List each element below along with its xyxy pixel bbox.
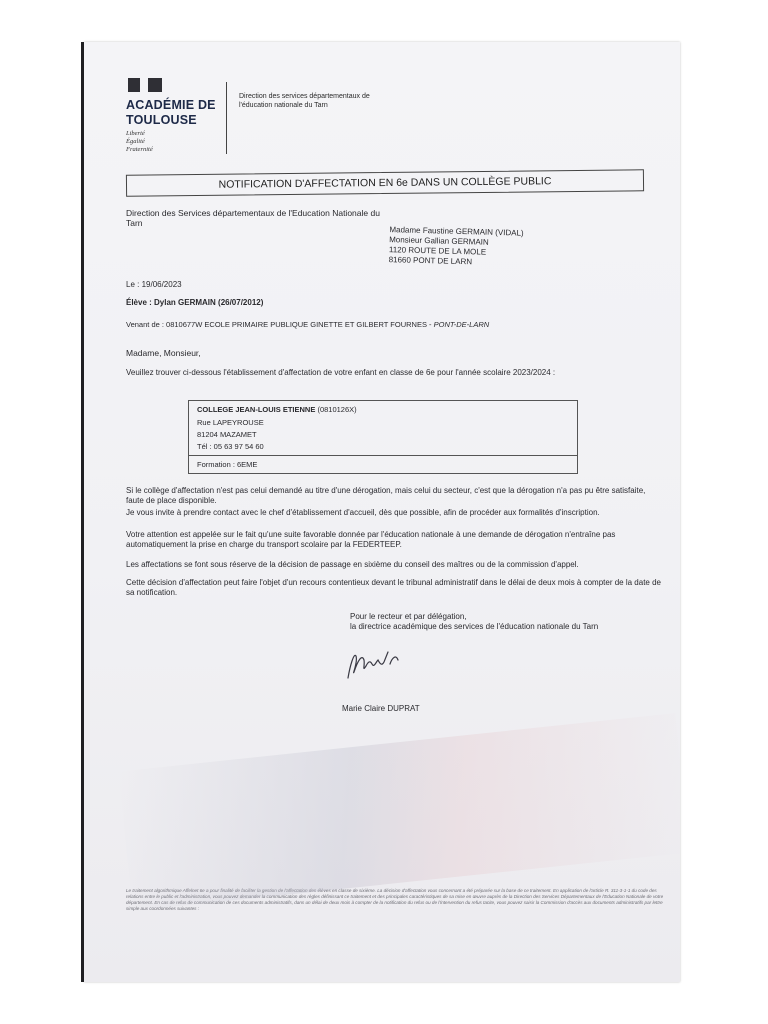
institution-name — [126, 98, 236, 128]
letter-date: Le : 19/06/2023 — [126, 280, 182, 289]
republic-motto — [126, 130, 153, 154]
college-code: (0810126X) — [317, 405, 357, 414]
institution-label: ACADÉMIE DE TOULOUSE — [126, 98, 216, 127]
addressee-line: Monsieur Gallian GERMAIN — [389, 235, 489, 247]
motto-fraternite: Fraternité — [126, 146, 153, 153]
college-name: COLLEGE JEAN-LOUIS ETIENNE — [197, 405, 316, 414]
signer-name: Marie Claire DUPRAT — [342, 704, 420, 713]
handwritten-signature — [340, 642, 420, 682]
letter-page — [84, 42, 680, 982]
salutation: Madame, Monsieur, — [126, 348, 201, 358]
college-city: 81204 MAZAMET — [197, 430, 257, 439]
marianne-logo-icon — [128, 78, 168, 92]
signature-lead-line: Pour le recteur et par délégation, — [350, 612, 467, 621]
college-phone: Tél : 05 63 97 54 60 — [197, 442, 264, 451]
addressee-line: Madame Faustine GERMAIN (VIDAL) — [389, 225, 524, 238]
signature-lead-line: la directrice académique des services de l'éducation nationale du Tarn — [350, 622, 599, 631]
college-name-row — [197, 405, 357, 414]
origin-school-label: Venant de : 0810677W ECOLE PRIMAIRE PUBLIQUE GINETTE ET GILBERT FOURNES - — [126, 320, 434, 329]
college-box-divider — [189, 455, 577, 456]
addressee-line: 81660 PONT DE LARN — [388, 255, 473, 267]
college-street: Rue LAPEYROUSE — [197, 418, 264, 427]
motto-liberte: Liberté — [126, 130, 145, 137]
appeal-paragraph: Cette décision d'affectation peut faire l'objet d'un recours contentieux devant le tribunal administratif dans le délai de deux mois à compter de la date de sa notification. — [126, 578, 661, 597]
addressee-block — [389, 225, 610, 271]
derogation-paragraph: Si le collège d'affectation n'est pas celui demandé au titre d'une dérogation, mais celui du secteur, c'est que la dérogation n'a pas pu être satisfaite, faute de place disponible. — [126, 486, 646, 505]
intro-text: Veuillez trouver ci-dessous l'établissement d'affectation de votre enfant en classe de 6e pour l'année scolaire 2023/2024 : — [126, 368, 556, 377]
origin-school — [126, 320, 666, 329]
contact-paragraph: Je vous invite à prendre contact avec le chef d'établissement d'accueil, dès que possible, afin de procéder aux formalités d'inscription. — [126, 508, 600, 517]
college-details-box — [188, 400, 578, 474]
transport-paragraph: Votre attention est appelée sur le fait qu'une suite favorable donnée par l'éducation nationale à une demande de dérogation n'entraîne pas automatiquement la prise en charge du transport scolaire par la FEDERTEEP. — [126, 530, 616, 549]
student-name: Élève : Dylan GERMAIN (26/07/2012) — [126, 298, 264, 307]
sender-service: Direction des Services départementaux de l'Education Nationale du Tarn — [126, 208, 380, 228]
direction-label: Direction des services départementaux de l'éducation nationale du Tarn — [239, 93, 370, 109]
header-divider — [226, 82, 227, 154]
motto-egalite: Égalité — [126, 138, 145, 145]
origin-place: PONT-DE-LARN — [433, 320, 490, 329]
college-formation: Formation : 6EME — [197, 460, 258, 469]
notification-title: NOTIFICATION D'AFFECTATION EN 6e DANS UN COLLÈGE PUBLIC — [126, 169, 644, 196]
signature-lead — [350, 612, 670, 632]
addressee-line: 1120 ROUTE DE LA MOLE — [388, 245, 487, 257]
reservation-paragraph: Les affectations se font sous réserve de la décision de passage en sixième du conseil des maîtres ou de la commission d'appel. — [126, 560, 579, 569]
legal-footer: Le traitement algorithmique Affelnet 6e a pour finalité de faciliter la gestion de l'affectation des élèves en classe de sixième. La décision d'affectation vous concernant a été préparée sur la base de ce traitement. En application de l'article R. 311-3-1-1 du code des relations entre le public et l'administration, vous pouvez demander la communication des règles définissant ce traitement et des principales caractéristiques de sa mise en œuvre auprès de la Direction des Services Départementaux de l'Education Nationale de votre département. En cas de refus de communication de ces documents administratifs, dans un délai de deux mois à compter de la notification du refus ou de l'intervention du refus tacite, vous pouvez saisir la Commission d'accès aux documents administratifs par lettre simple aux coordonnées suivantes : — [126, 888, 664, 911]
